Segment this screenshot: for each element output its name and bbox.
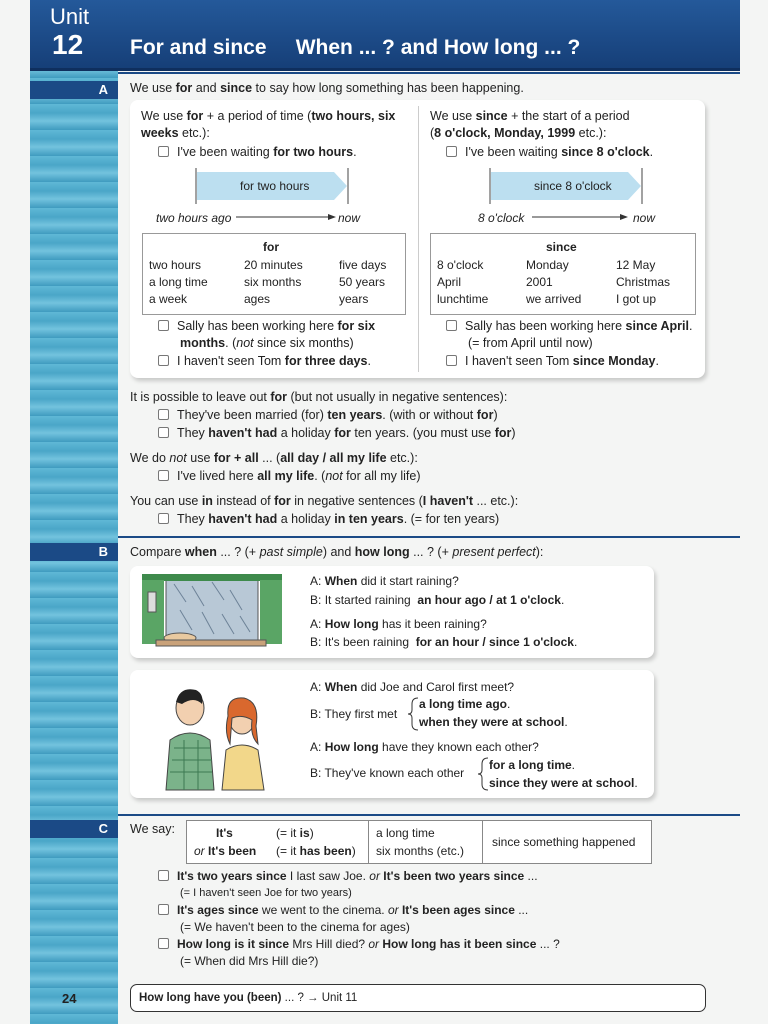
table-cell: I got up: [616, 292, 657, 306]
since-sentence-1: Sally has been working here since April.: [446, 318, 692, 334]
box-divider: [418, 106, 419, 372]
since-timeline-to: now: [633, 211, 656, 225]
section-marker-c: C: [30, 820, 118, 838]
table-cell: five days: [339, 258, 387, 272]
checkbox-icon: [158, 904, 169, 915]
dialogue-line: B: They've known each other: [310, 766, 465, 780]
table-cell: lunchtime: [437, 292, 489, 306]
for-rule-line2: weeks etc.):: [141, 126, 210, 140]
since-example: I've been waiting since 8 o'clock.: [446, 144, 653, 160]
for-rule-line1: We use for + a period of time (two hours, six: [141, 109, 396, 123]
table-cell: six months: [244, 275, 302, 289]
rule-example: I've lived here all my life. (not for all my life): [158, 468, 421, 484]
c-table-its-been: or It's been: [194, 844, 257, 858]
section-divider-b: [118, 536, 740, 538]
checkbox-icon: [158, 320, 169, 331]
checkbox-icon: [446, 146, 457, 157]
table-cell: April: [437, 275, 462, 289]
c-table-its: It's: [216, 826, 233, 840]
c-example-note: (= We haven't been to the cinema for ages): [180, 920, 410, 934]
since-rule-line2: (8 o'clock, Monday, 1999 etc.):: [430, 126, 607, 140]
for-sentence-2: I haven't seen Tom for three days.: [158, 353, 371, 369]
c-example: How long is it since Mrs Hill died? or How long has it been since ... ?: [158, 936, 560, 952]
dialogue-option: since they were at school.: [489, 776, 638, 790]
checkbox-icon: [158, 870, 169, 881]
rule-example: They haven't had a holiday for ten years. (you must use for): [158, 425, 516, 441]
since-rule-line1: We use since + the start of a period: [430, 109, 630, 123]
checkbox-icon: [158, 146, 169, 157]
c-table-its-been-eq: (= it has been): [276, 844, 356, 858]
c-example: It's ages since we went to the cinema. or It's been ages since ...: [158, 902, 528, 918]
window-rain-illustration: [140, 572, 290, 654]
c-table-period-1: a long time: [376, 826, 435, 840]
c-example-note: (= When did Mrs Hill die?): [180, 954, 319, 968]
dialogue-line: A: How long has it been raining?: [310, 617, 487, 631]
for-table-head: for: [263, 240, 279, 254]
since-sentence-2: I haven't seen Tom since Monday.: [446, 353, 659, 369]
checkbox-icon: [158, 470, 169, 481]
rule-leave-out-for: It is possible to leave out for (but not usually in negative sentences):: [130, 390, 508, 404]
table-cell: ages: [244, 292, 271, 306]
for-arrow-label: for two hours: [240, 179, 310, 193]
table-cell: two hours: [149, 258, 202, 272]
cross-reference-box[interactable]: [130, 984, 706, 1012]
dialogue-option: for a long time.: [489, 758, 576, 772]
table-divider: [482, 821, 483, 863]
page-number: 24: [62, 991, 77, 1006]
c-table-its-eq: (= it is): [276, 826, 314, 840]
c-table-period-2: six months (etc.): [376, 844, 465, 858]
c-example: It's two years since I last saw Joe. or It's been two years since ...: [158, 868, 538, 884]
checkbox-icon: [158, 409, 169, 420]
since-table-head: since: [546, 240, 577, 254]
rule-in-instead: You can use in instead of for in negative sentences (I haven't ... etc.):: [130, 494, 519, 508]
section-divider-c: [118, 814, 740, 816]
dialogue-line: A: When did it start raining?: [310, 574, 459, 588]
since-timeline-from: 8 o'clock: [478, 211, 525, 225]
page-title: For and since When ... ? and How long ... ?: [130, 36, 581, 59]
unit-label: Unit: [50, 4, 90, 29]
table-divider: [368, 821, 369, 863]
couple-illustration: [140, 674, 290, 794]
dialogue-line: A: When did Joe and Carol first meet?: [310, 680, 515, 694]
table-cell: Monday: [526, 258, 569, 272]
since-arrow-label: since 8 o'clock: [534, 179, 612, 193]
since-sentence-1-cont: (= from April until now): [468, 336, 593, 350]
table-cell: Christmas: [616, 275, 671, 289]
section-divider-a: [118, 72, 740, 74]
table-cell: we arrived: [526, 292, 582, 306]
section-b-intro: Compare when ... ? (+ past simple) and how long ... ? (+ present perfect):: [130, 545, 544, 559]
table-cell: 50 years: [339, 275, 386, 289]
rule-example: They haven't had a holiday in ten years. (= for ten years): [158, 511, 499, 527]
c-table-since: since something happened: [492, 835, 636, 849]
brace-icon: [476, 756, 490, 792]
dialogue-option: a long time ago.: [419, 697, 511, 711]
for-sentence-1-cont: months. (not since six months): [180, 336, 354, 350]
c-example-note: (= I haven't seen Joe for two years): [180, 887, 352, 899]
checkbox-icon: [158, 355, 169, 366]
unit-number: 12: [52, 29, 84, 60]
section-a-intro: We use for and since to say how long something has been happening.: [130, 81, 524, 95]
dialogue-option: when they were at school.: [419, 715, 568, 729]
checkbox-icon: [158, 427, 169, 438]
checkbox-icon: [158, 938, 169, 949]
cross-reference-text: How long have you (been) ... ? → Unit 11: [139, 992, 358, 1004]
table-cell: 20 minutes: [244, 258, 303, 272]
rule-example: They've been married (for) ten years. (with or without for): [158, 407, 498, 423]
we-say-label: We say:: [130, 822, 175, 836]
brace-icon: [406, 696, 420, 732]
table-cell: a week: [149, 292, 188, 306]
for-timeline-from: two hours ago: [156, 211, 232, 225]
checkbox-icon: [446, 320, 457, 331]
table-cell: 12 May: [616, 258, 656, 272]
table-cell: 2001: [526, 275, 553, 289]
checkbox-icon: [158, 513, 169, 524]
left-margin-strip: [30, 0, 118, 1024]
for-example: I've been waiting for two hours.: [158, 144, 357, 160]
dialogue-line: B: They first met: [310, 707, 398, 721]
dialogue-line: B: It's been raining for an hour / since 1 o'clock.: [310, 635, 578, 649]
table-cell: 8 o'clock: [437, 258, 484, 272]
dialogue-line: B: It started raining an hour ago / at 1 o'clock.: [310, 593, 565, 607]
for-timeline-to: now: [338, 211, 361, 225]
for-sentence-1: Sally has been working here for six: [158, 318, 375, 334]
table-cell: a long time: [149, 275, 208, 289]
table-cell: years: [339, 292, 369, 306]
rule-for-all: We do not use for + all ... (all day / all my life etc.):: [130, 451, 418, 465]
dialogue-line: A: How long have they known each other?: [310, 740, 539, 754]
checkbox-icon: [446, 355, 457, 366]
section-marker-a: A: [30, 81, 118, 99]
section-marker-b: B: [30, 543, 118, 561]
